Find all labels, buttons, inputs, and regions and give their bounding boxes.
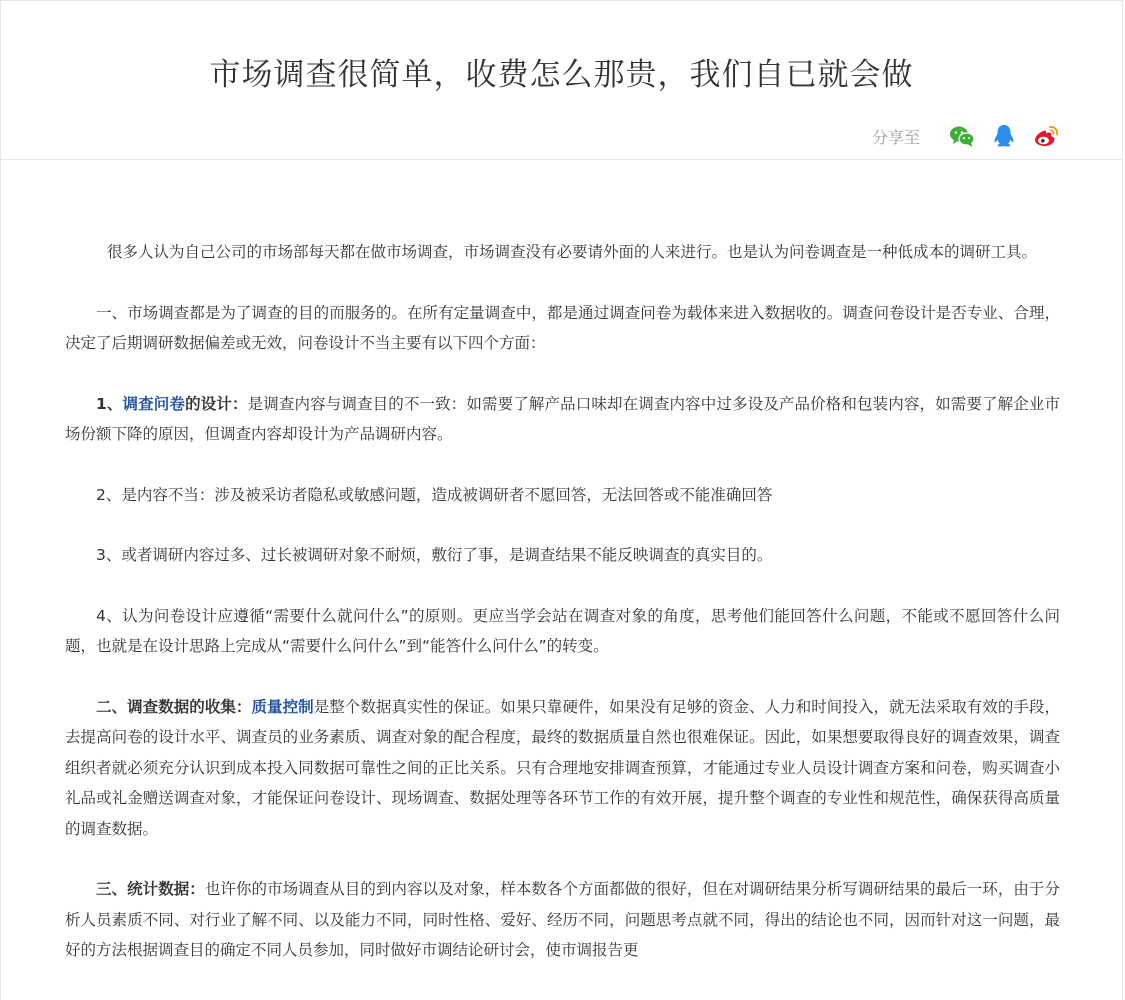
share-label: 分享至 <box>871 127 920 147</box>
questionnaire-link[interactable]: 调查问卷 <box>122 394 186 413</box>
weibo-icon[interactable] <box>1032 122 1060 150</box>
qq-icon[interactable] <box>990 122 1018 150</box>
section-3-text: 也许你的市场调查从目的到内容以及对象，样本数各个方面都做的很好，但在对调研结果分析写调研结果的最后一环，由于分析人员素质不同、对行业了解不同、以及能力不同，同时性格、爱好、经历不同，问题思考点就不同，得出的结论也不同，因而针对这一问题，最好的方法根据调查目的确定不同人员参加，同时做好市调结论研讨会，使市调报告更 <box>65 880 1060 959</box>
paragraph-item-1 <box>65 389 1060 450</box>
quality-control-link[interactable]: 质量控制 <box>251 697 314 716</box>
page-title: 市场调查很简单，收费怎么那贵，我们自已就会做 <box>209 57 914 93</box>
wechat-icon[interactable] <box>948 122 976 150</box>
article-header <box>1 1 1122 160</box>
section-2-heading: 二、调查数据的收集： <box>96 697 252 716</box>
paragraph-section-3 <box>65 874 1060 966</box>
item-1-text: 是调查内容与调查目的不一致：如需要了解产品口味却在调查内容中过多设及产品价格和包装内容，如需要了解企业市场份额下降的原因，但调查内容却设计为产品调研内容。 <box>65 394 1060 443</box>
paragraph-intro: 很多人认为自己公司的市场部每天都在做市场调查，市场调查没有必要请外面的人来进行。也是认为问卷调查是一种低成本的调研工具。 <box>107 243 1038 261</box>
section-3-heading: 三、统计数据： <box>96 880 205 898</box>
paragraph-item-2: 2、是内容不当：涉及被采访者隐私或敏感问题，造成被调研者不愿回答，无法回答或不能准确回答 <box>96 485 773 504</box>
article-body <box>65 237 1060 996</box>
item-1-number: 1、 <box>96 394 123 413</box>
paragraph-section-2 <box>65 692 1060 845</box>
paragraph-item-3: 3、或者调研内容过多、过长被调研对象不耐烦，敷衍了事，是调查结果不能反映调查的真实目的。 <box>96 546 773 564</box>
share-bar <box>872 122 1060 150</box>
item-1-heading: 的设计： <box>185 394 248 413</box>
paragraph-item-4: 4、认为问卷设计应遵循“需要什么就问什么”的原则。更应当学会站在调查对象的角度，思考他们能回答什么问题，不能或不愿回答什么问题，也就是在设计思路上完成从“需要什么问什么”到“能答什么问什么”的转变。 <box>65 606 1060 655</box>
section-2-text: 是整个数据真实性的保证。如果只靠硬件，如果没有足够的资金、人力和时间投入，就无法采取有效的手段，去提高问卷的设计水平、调查员的业务素质、调查对象的配合程度，最终的数据质量自然也很难保证。因此，如果想要取得良好的调查效果，调查组织者就必须充分认识到成本投入同数据可靠性之间的正比关系。只有合理地安排调查预算，才能通过专业人员设计调查方案和问卷，购买调查小礼品或礼金赠送调查对象，才能保证问卷设计、现场调查、数据处理等各环节工作的有效开展，提升整个调查的专业性和规范性，确保获得高质量的调查数据。 <box>65 697 1060 838</box>
paragraph-section-1: 一、市场调查都是为了调查的目的而服务的。在所有定量调查中，都是通过调查问卷为载体来进入数据收的。调查问卷设计是否专业、合理，决定了后期调研数据偏差或无效，问卷设计不当主要有以下四个方面： <box>65 303 1060 352</box>
